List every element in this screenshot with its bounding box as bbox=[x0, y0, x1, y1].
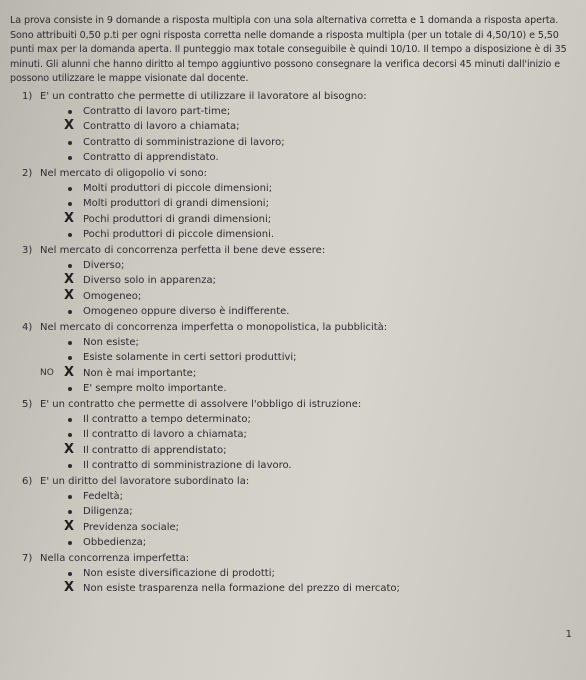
answer-option-text: Il contratto di apprendistato; bbox=[83, 444, 227, 456]
answer-option-text: Non esiste; bbox=[83, 336, 139, 348]
question-number: 2) bbox=[22, 167, 33, 179]
question-title bbox=[10, 551, 574, 566]
answer-option-text: Molti produttori di grandi dimensioni; bbox=[83, 198, 269, 210]
answer-option[interactable] bbox=[10, 504, 574, 520]
handwritten-cross-mark: X bbox=[64, 580, 75, 596]
question-text: E' un contratto che permette di utilizzare il lavoratore al bisogno: bbox=[40, 90, 367, 102]
answer-option-text: Pochi produttori di piccole dimensioni. bbox=[83, 229, 275, 241]
bullet-icon bbox=[68, 264, 72, 268]
answer-options bbox=[10, 335, 574, 397]
bullet-icon bbox=[68, 141, 72, 145]
answer-option-text: Non è mai importante; bbox=[83, 367, 197, 379]
answer-option-text: Diverso; bbox=[83, 259, 125, 271]
question-text: E' un contratto che permette di assolvere l'obbligo di istruzione: bbox=[40, 398, 362, 410]
answer-options bbox=[10, 412, 574, 474]
bullet-icon bbox=[68, 387, 72, 391]
answer-option-text: Fedeltà; bbox=[83, 490, 124, 502]
answer-options bbox=[10, 566, 574, 597]
answer-option[interactable] bbox=[10, 350, 574, 366]
bullet-icon bbox=[68, 510, 72, 514]
question-number: 1) bbox=[22, 90, 33, 102]
bullet-icon bbox=[68, 541, 72, 545]
answer-option[interactable] bbox=[10, 227, 574, 243]
page-number: 1 bbox=[565, 629, 572, 640]
question-title bbox=[10, 166, 574, 181]
answer-option[interactable] bbox=[10, 289, 574, 305]
answer-option-text: Non esiste trasparenza nella formazione del prezzo di mercato; bbox=[83, 583, 400, 595]
bullet-icon bbox=[68, 433, 72, 437]
question-4 bbox=[10, 320, 574, 397]
answer-option[interactable] bbox=[10, 381, 574, 397]
bullet-icon bbox=[68, 418, 72, 422]
answer-option[interactable] bbox=[10, 489, 574, 505]
answer-option[interactable] bbox=[10, 273, 574, 289]
question-3 bbox=[10, 243, 574, 320]
question-title bbox=[10, 474, 574, 489]
answer-option[interactable] bbox=[10, 135, 574, 151]
answer-options bbox=[10, 104, 574, 166]
answer-option-text: Contratto di somministrazione di lavoro; bbox=[83, 136, 285, 148]
answer-option[interactable] bbox=[10, 104, 574, 120]
answer-option-text: Obbedienza; bbox=[83, 537, 147, 549]
answer-option[interactable] bbox=[10, 335, 574, 351]
question-number: 5) bbox=[22, 398, 33, 410]
handwritten-cross-mark: X bbox=[64, 118, 75, 134]
bullet-icon bbox=[68, 187, 72, 191]
question-5 bbox=[10, 397, 574, 474]
answer-option-text: Previdenza sociale; bbox=[83, 521, 180, 533]
answer-option[interactable] bbox=[10, 581, 574, 597]
answer-option-text: Esiste solamente in certi settori produttivi; bbox=[83, 352, 297, 364]
question-text: Nella concorrenza imperfetta: bbox=[40, 552, 190, 564]
answer-option[interactable] bbox=[10, 366, 574, 382]
bullet-icon bbox=[68, 310, 72, 314]
answer-option-text: Il contratto di somministrazione di lavoro. bbox=[83, 460, 292, 472]
answer-option[interactable] bbox=[10, 458, 574, 474]
answer-option-text: Contratto di lavoro a chiamata; bbox=[83, 121, 240, 133]
answer-option[interactable] bbox=[10, 443, 574, 459]
answer-options bbox=[10, 258, 574, 320]
answer-option[interactable] bbox=[10, 427, 574, 443]
answer-option-text: E' sempre molto importante. bbox=[83, 383, 227, 395]
answer-option[interactable] bbox=[10, 566, 574, 582]
question-number: 4) bbox=[22, 321, 33, 333]
handwritten-cross-mark: X bbox=[64, 364, 75, 380]
question-title bbox=[10, 397, 574, 412]
answer-option-text: Contratto di lavoro part-time; bbox=[83, 105, 231, 117]
question-title bbox=[10, 243, 574, 258]
answer-option[interactable] bbox=[10, 196, 574, 212]
answer-option-text: Il contratto di lavoro a chiamata; bbox=[83, 429, 247, 441]
answer-option[interactable] bbox=[10, 150, 574, 166]
handwritten-note: NO bbox=[40, 367, 54, 378]
question-1 bbox=[10, 89, 574, 166]
answer-option-text: Omogeneo; bbox=[83, 290, 142, 302]
question-title bbox=[10, 89, 574, 104]
handwritten-cross-mark: X bbox=[64, 518, 75, 534]
answer-option-text: Omogeneo oppure diverso è indifferente. bbox=[83, 306, 290, 318]
answer-option[interactable] bbox=[10, 412, 574, 428]
bullet-icon bbox=[68, 572, 72, 576]
answer-option-text: Diligenza; bbox=[83, 506, 133, 518]
bullet-icon bbox=[68, 356, 72, 360]
handwritten-cross-mark: X bbox=[64, 210, 75, 226]
answer-option[interactable] bbox=[10, 520, 574, 536]
handwritten-cross-mark: X bbox=[64, 272, 75, 288]
answer-option[interactable] bbox=[10, 535, 574, 551]
bullet-icon bbox=[68, 202, 72, 206]
answer-option-text: Pochi produttori di grandi dimensioni; bbox=[83, 213, 272, 225]
bullet-icon bbox=[68, 464, 72, 468]
bullet-icon bbox=[68, 233, 72, 237]
question-number: 7) bbox=[22, 552, 33, 564]
question-6 bbox=[10, 474, 574, 551]
answer-option[interactable] bbox=[10, 212, 574, 228]
question-text: Nel mercato di concorrenza imperfetta o monopolistica, la pubblicità: bbox=[40, 321, 388, 333]
question-text: Nel mercato di concorrenza perfetta il bene deve essere: bbox=[40, 244, 326, 256]
question-7 bbox=[10, 551, 574, 597]
bullet-icon bbox=[68, 156, 72, 160]
answer-option-text: Non esiste diversificazione di prodotti; bbox=[83, 567, 275, 579]
answer-option-text: Molti produttori di piccole dimensioni; bbox=[83, 182, 273, 194]
answer-option-text: Contratto di apprendistato. bbox=[83, 152, 219, 164]
question-title bbox=[10, 320, 574, 335]
answer-option-text: Il contratto a tempo determinato; bbox=[83, 413, 251, 425]
question-number: 3) bbox=[22, 244, 33, 256]
answer-option[interactable] bbox=[10, 258, 574, 274]
answer-option[interactable] bbox=[10, 119, 574, 135]
bullet-icon bbox=[68, 110, 72, 114]
handwritten-cross-mark: X bbox=[64, 287, 75, 303]
answer-option-text: Diverso solo in apparenza; bbox=[83, 275, 216, 287]
questions-list bbox=[10, 89, 574, 597]
question-2 bbox=[10, 166, 574, 243]
answer-option[interactable] bbox=[10, 181, 574, 197]
bullet-icon bbox=[68, 341, 72, 345]
question-text: E' un diritto del lavoratore subordinato la: bbox=[40, 475, 250, 487]
answer-option[interactable] bbox=[10, 304, 574, 320]
answer-options bbox=[10, 181, 574, 243]
bullet-icon bbox=[68, 495, 72, 499]
answer-options bbox=[10, 489, 574, 551]
handwritten-cross-mark: X bbox=[64, 441, 75, 457]
question-text: Nel mercato di oligopolio vi sono: bbox=[40, 167, 208, 179]
question-number: 6) bbox=[22, 475, 33, 487]
exam-instructions: La prova consiste in 9 domande a risposta multipla con una sola alternativa corretta e 1 domanda a risposta aperta. Sono attribuiti 0,50 p.ti per ogni risposta corretta nelle domande a risposta multipla (per un totale di 4,50/10) e 5,50 punti max per la domanda aperta. Il punteggio max totale conseguibile è quindi 10/10. Il tempo a disposizione è di 35 minuti. Gli alunni che hanno diritto al tempo aggiuntivo possono consegnare la verifica decorsi 45 minuti dall'inizio e possono utilizzare le mappe visionate dal docente. bbox=[10, 15, 567, 85]
